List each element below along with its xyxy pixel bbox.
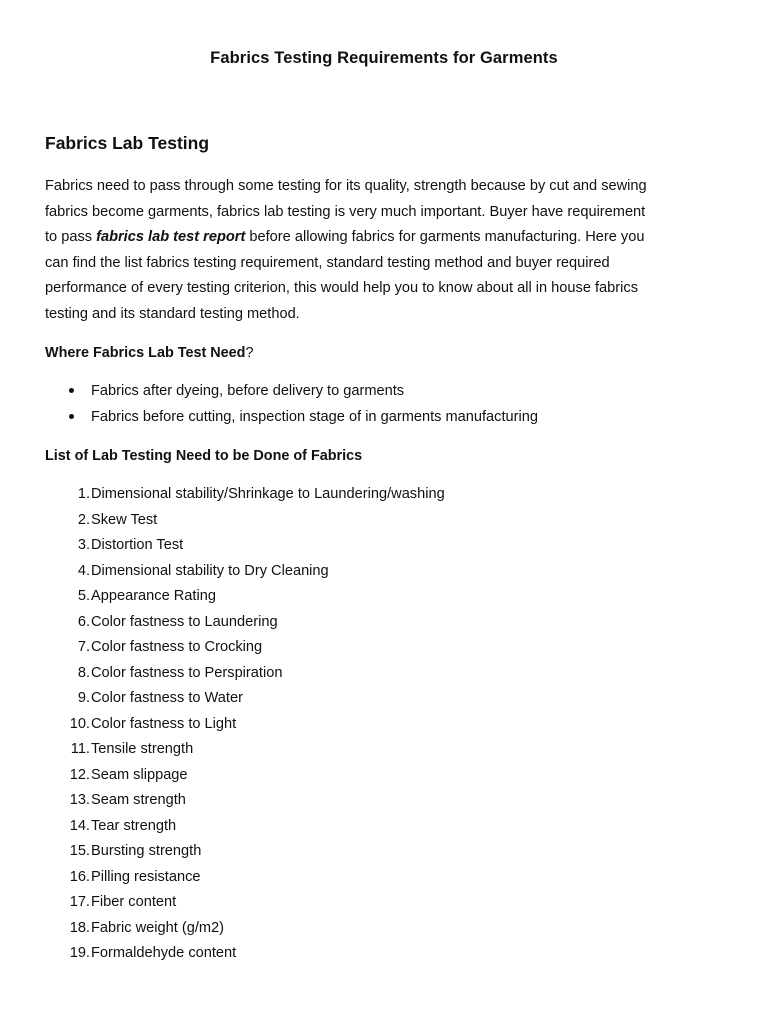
list-item-number <box>45 612 91 638</box>
list-item-number <box>45 765 91 791</box>
list-item-label: Seam strength <box>91 792 186 808</box>
list-item-number <box>45 484 91 510</box>
list-item-label: Fabric weight (g/m2) <box>91 919 225 936</box>
list-item-number <box>45 561 91 587</box>
list-item-number-text: 19. <box>69 945 90 961</box>
list-item <box>45 484 445 510</box>
list-item-number-text: 10. <box>69 715 90 732</box>
list-item-number-text: 13. <box>69 792 90 808</box>
intro-line: Fabrics need to pass through some testing for its quality, strength because by cut and sewing <box>45 178 647 194</box>
list-item-number <box>45 688 91 714</box>
list-item-number-text: 12. <box>69 766 90 783</box>
list-item <box>45 637 445 663</box>
intro-line: fabrics become garments, fabrics lab testing is very much important. Buyer have requirement <box>45 203 646 220</box>
list-item <box>45 892 445 918</box>
list-item <box>45 663 445 689</box>
list-item-label: Pilling resistance <box>91 868 201 885</box>
list-item <box>45 586 445 612</box>
list-item-number <box>45 535 91 561</box>
list-item-number-text: 17. <box>69 894 90 910</box>
bullet-icon <box>69 388 74 393</box>
bullet-icon <box>69 414 74 419</box>
list-item-number-text: 8. <box>77 664 90 681</box>
list-item-number-text: 18. <box>69 919 90 936</box>
list-item-number <box>45 510 91 536</box>
list-item <box>45 535 445 561</box>
where-heading-question-mark: ? <box>245 345 254 361</box>
list-item-label: Fiber content <box>91 894 177 910</box>
intro-line <box>45 225 725 251</box>
list-item-label: Color fastness to Laundering <box>91 613 278 630</box>
list-item-number-text: 1. <box>77 486 90 502</box>
list-item-number <box>45 943 91 969</box>
list-item-number <box>45 637 91 663</box>
tests-list <box>45 484 445 969</box>
list-item <box>45 841 445 867</box>
list-item <box>45 612 445 638</box>
list-item-label: Color fastness to Crocking <box>91 639 263 655</box>
list-item-number <box>45 586 91 612</box>
where-heading-text: Where Fabrics Lab Test Need <box>45 345 246 361</box>
intro-line: testing and its standard testing method. <box>45 305 300 322</box>
list-item <box>45 407 538 433</box>
list-item <box>45 714 445 740</box>
list-item-number-text: 16. <box>69 868 90 885</box>
intro-text: to pass <box>45 229 97 245</box>
intro-line: can find the list fabrics testing requirement, standard testing method and buyer required <box>45 254 610 271</box>
list-item-label: Dimensional stability to Dry Cleaning <box>91 562 329 579</box>
list-item <box>45 790 445 816</box>
list-item <box>45 381 538 407</box>
list-item-number-text: 3. <box>77 537 90 553</box>
list-item-label: Fabrics after dyeing, before delivery to garments <box>91 383 405 399</box>
list-item-number <box>45 892 91 918</box>
list-item-number-text: 11. <box>70 741 90 757</box>
list-item-label: Skew Test <box>91 511 158 528</box>
intro-text: before allowing fabrics for garments manufacturing. Here you <box>245 229 645 245</box>
list-item-number-text: 15. <box>69 843 90 859</box>
list-item-label: Appearance Rating <box>91 588 216 604</box>
list-item-label: Color fastness to Water <box>91 690 243 706</box>
list-item <box>45 739 445 765</box>
list-item <box>45 765 445 791</box>
list-heading: List of Lab Testing Need to be Done of Fabrics <box>45 448 363 464</box>
list-item <box>45 688 445 714</box>
list-item-number <box>45 816 91 842</box>
list-item-number <box>45 867 91 893</box>
list-item-label: Dimensional stability/Shrinkage to Laundering/washing <box>91 486 445 502</box>
section-heading: Fabrics Lab Testing <box>45 133 210 153</box>
emphasis-report-term: fabrics lab test report <box>96 229 246 245</box>
intro-line: performance of every testing criterion, this would help you to know about all in house fabrics <box>45 280 638 296</box>
list-item-number-text: 7. <box>77 639 90 655</box>
list-item-label: Color fastness to Light <box>91 715 237 732</box>
list-item-number <box>45 841 91 867</box>
list-item-number <box>45 663 91 689</box>
list-item-label: Tensile strength <box>91 741 194 757</box>
list-item-number-text: 9. <box>77 690 90 706</box>
intro-paragraph <box>45 174 725 327</box>
where-heading <box>45 345 253 361</box>
list-item-number <box>45 918 91 944</box>
list-item <box>45 561 445 587</box>
list-item-label: Color fastness to Perspiration <box>91 664 283 681</box>
list-item-number-text: 2. <box>77 511 90 528</box>
list-item-number <box>45 714 91 740</box>
list-item-number-text: 6. <box>77 613 90 630</box>
list-item-number <box>45 739 91 765</box>
list-item-label: Fabrics before cutting, inspection stage of in garments manufacturing <box>91 409 538 425</box>
list-item <box>45 918 445 944</box>
where-list <box>45 381 538 433</box>
list-item-label: Bursting strength <box>91 843 202 859</box>
list-item-label: Formaldehyde content <box>91 945 237 961</box>
list-item-label: Tear strength <box>91 817 177 834</box>
list-item <box>45 867 445 893</box>
list-item-label: Distortion Test <box>91 537 184 553</box>
list-item-number <box>45 790 91 816</box>
document-title: Fabrics Testing Requirements for Garments <box>210 49 558 67</box>
list-item-label: Seam slippage <box>91 766 188 783</box>
list-item <box>45 943 445 969</box>
list-item-number-text: 14. <box>69 817 90 834</box>
list-item <box>45 816 445 842</box>
list-item <box>45 510 445 536</box>
list-item-number-text: 4. <box>77 562 90 579</box>
list-item-number-text: 5. <box>77 588 90 604</box>
